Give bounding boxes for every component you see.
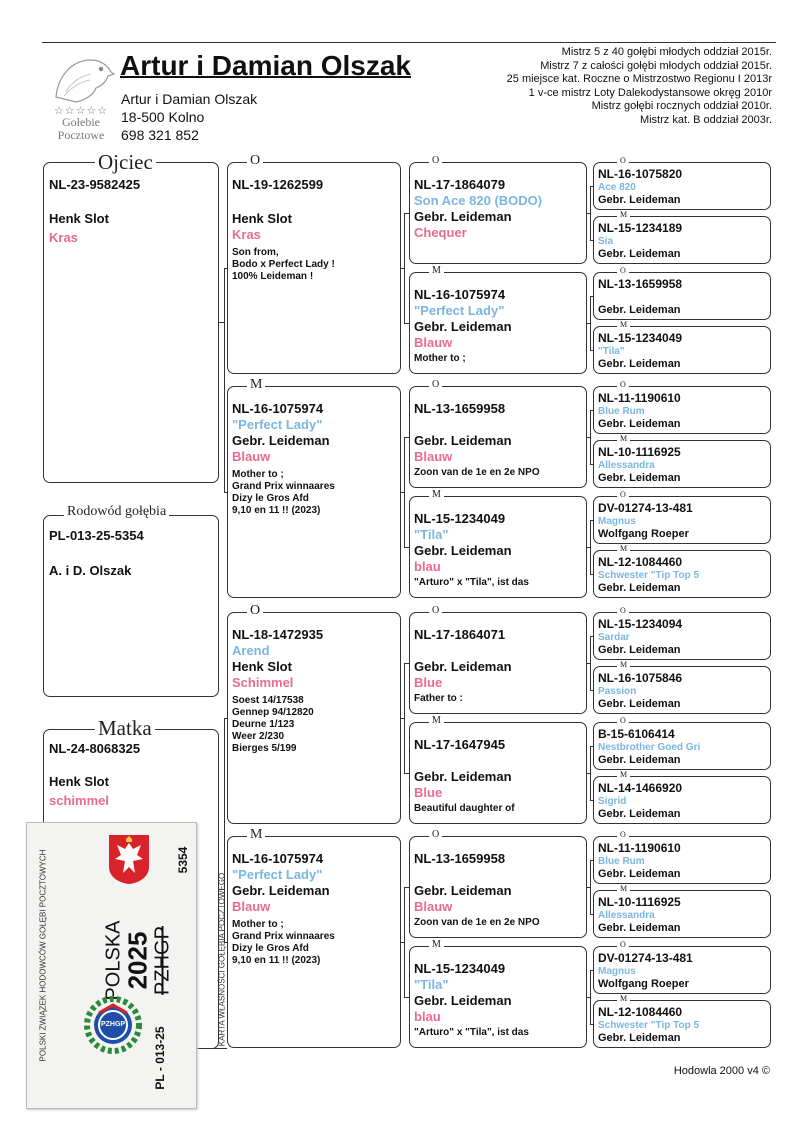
gen3-sex-label: O	[429, 380, 442, 390]
gen2-color: Kras	[232, 227, 261, 242]
gen2-breeder: Gebr. Leideman	[232, 883, 330, 898]
connector-line	[590, 746, 591, 800]
connector-line	[590, 800, 593, 801]
gen2-note: Mother to ;	[232, 469, 284, 480]
gen4-sex-label: O	[617, 607, 629, 615]
gen3-card[interactable]	[409, 386, 587, 488]
subject-breeder: A. i D. Olszak	[49, 563, 132, 578]
gen4-card[interactable]	[593, 836, 771, 884]
gen4-card[interactable]	[593, 272, 771, 320]
gen2-ring: NL-19-1262599	[232, 177, 324, 192]
gen2-note: Son from,	[232, 247, 279, 258]
gen4-name: "Tila"	[598, 346, 625, 357]
gen4-breeder: Gebr. Leideman	[598, 754, 681, 766]
gen4-breeder: Gebr. Leideman	[598, 582, 681, 594]
card-acronym: PZHGP	[151, 926, 174, 995]
father-breeder: Henk Slot	[49, 211, 109, 226]
gen4-name: Schwester "Tip Top 5	[598, 1020, 700, 1031]
gen2-name: "Perfect Lady"	[232, 867, 323, 882]
connector-line	[404, 887, 409, 888]
connector-line	[590, 746, 593, 747]
father-ring: NL-23-9582425	[49, 177, 141, 192]
connector-line	[224, 492, 228, 493]
gen3-breeder: Gebr. Leideman	[414, 993, 512, 1008]
gen3-ring: NL-17-1647945	[414, 737, 506, 752]
owner-phone: 698 321 852	[121, 127, 199, 143]
gen3-note: "Arturo" x "Tila", ist das	[414, 1027, 529, 1038]
gen4-sex-label: O	[617, 491, 629, 499]
mother-color: schimmel	[49, 793, 109, 808]
gen3-name: "Perfect Lady"	[414, 303, 505, 318]
gen4-sex-label: O	[617, 831, 629, 839]
gen3-name: "Tila"	[414, 977, 449, 992]
gen2-breeder: Henk Slot	[232, 659, 292, 674]
gen4-name: Allessandra	[598, 910, 655, 921]
card-year: 2025	[122, 931, 153, 990]
owner-name: Artur i Damian Olszak	[121, 91, 258, 107]
gen4-ring: NL-12-1084460	[598, 555, 683, 569]
gen2-color: Blauw	[232, 449, 271, 464]
gen4-breeder: Gebr. Leideman	[598, 922, 681, 934]
page-title: Artur i Damian Olszak	[120, 50, 411, 81]
pigeon-head-icon	[46, 52, 116, 107]
gen4-ring: NL-16-1075820	[598, 167, 683, 181]
subject-ring: PL-013-25-5354	[49, 528, 144, 543]
gen4-breeder: Gebr. Leideman	[598, 194, 681, 206]
gen4-name: Sigrid	[598, 796, 627, 807]
connector-line	[590, 296, 593, 297]
gen3-color: Blue	[414, 785, 443, 800]
gen2-note: Weer 2/230	[232, 731, 285, 742]
gen3-note: Beautiful daughter of	[414, 803, 515, 814]
gen2-note: Gennep 94/12820	[232, 707, 314, 718]
owner-address: 18-500 Kolno	[121, 109, 205, 125]
gen4-card[interactable]	[593, 326, 771, 374]
connector-line	[404, 887, 405, 997]
gen4-sex-label: M	[617, 211, 630, 219]
gen4-name: Passion	[598, 686, 637, 697]
achievement-item: Mistrz 5 z 40 gołębi młodych oddział 2015r.	[561, 46, 772, 58]
gen3-breeder: Gebr. Leideman	[414, 543, 512, 558]
gen2-note: 100% Leideman !	[232, 271, 314, 282]
gen4-name: Blue Rum	[598, 406, 645, 417]
gen4-name: Allessandra	[598, 460, 655, 471]
gen4-name: Sia	[598, 236, 614, 247]
gen2-note: 9,10 en 11 !! (2023)	[232, 505, 321, 516]
gen3-ring: NL-13-1659958	[414, 851, 506, 866]
gen4-breeder: Gebr. Leideman	[598, 644, 681, 656]
gen3-note: Zoon van de 1e en 2e NPO	[414, 917, 540, 928]
gen4-breeder: Wolfgang Roeper	[598, 978, 689, 990]
gen4-card[interactable]	[593, 162, 771, 210]
connector-line	[590, 186, 593, 187]
gen3-color: Chequer	[414, 225, 467, 240]
gen4-name: Nestbrother Goed Gri	[598, 742, 701, 753]
connector-line	[590, 350, 593, 351]
gen4-card[interactable]	[593, 666, 771, 714]
gen4-sex-label: M	[617, 435, 630, 443]
gen4-breeder: Gebr. Leideman	[598, 248, 681, 260]
card-country: POLSKA	[102, 920, 125, 1001]
connector-line	[590, 186, 591, 240]
connector-line	[404, 997, 409, 998]
gen2-color: Schimmel	[232, 675, 294, 690]
gen2-card[interactable]	[227, 162, 401, 374]
gen4-card[interactable]	[593, 1000, 771, 1048]
gen4-sex-label: M	[617, 545, 630, 553]
achievement-item: Mistrz kat. B oddział 2003r.	[639, 113, 772, 126]
connector-line	[590, 520, 591, 574]
connector-line	[590, 636, 593, 637]
gen4-sex-label: O	[617, 157, 629, 165]
connector-line	[590, 914, 593, 915]
gen4-breeder: Gebr. Leideman	[598, 1032, 681, 1044]
gen4-ring: NL-11-1190610	[598, 391, 681, 405]
gen2-note: Grand Prix winnaares	[232, 481, 335, 492]
connector-line	[590, 410, 591, 464]
gen4-sex-label: M	[617, 321, 630, 329]
gen3-note: "Arturo" x "Tila", ist das	[414, 577, 529, 588]
gen4-card[interactable]	[593, 612, 771, 660]
gen4-ring: DV-01274-13-481	[598, 501, 693, 515]
achievement-item: 25 miejsce kat. Roczne o Mistrzostwo Regionu I 2013r	[506, 73, 772, 85]
gen3-card[interactable]	[409, 722, 587, 824]
connector-line	[224, 268, 225, 492]
mother-label: Matka	[95, 718, 155, 739]
connector-line	[590, 860, 591, 914]
gen4-sex-label: M	[617, 885, 630, 893]
connector-line	[590, 1024, 593, 1025]
gen2-sex-label: O	[247, 154, 263, 168]
gen3-card[interactable]	[409, 272, 587, 374]
connector-line	[590, 520, 593, 521]
gen4-breeder: Gebr. Leideman	[598, 868, 681, 880]
gen2-note: Dizy le Gros Afd	[232, 493, 309, 504]
gen3-breeder: Gebr. Leideman	[414, 883, 512, 898]
connector-line	[404, 547, 409, 548]
achievements-list	[460, 46, 772, 127]
gen2-color: Blauw	[232, 899, 271, 914]
gen4-ring: NL-15-1234094	[598, 617, 683, 631]
achievement-item: Mistrz 7 z całości gołębi młodych oddział 2015r.	[540, 59, 772, 72]
gen3-note: Mother to ;	[414, 353, 466, 364]
gen3-color: Blauw	[414, 335, 453, 350]
gen3-sex-label: M	[429, 266, 444, 276]
connector-line	[590, 574, 593, 575]
gen2-ring: NL-16-1075974	[232, 401, 324, 416]
gen4-card[interactable]	[593, 722, 771, 770]
gen4-breeder: Gebr. Leideman	[598, 304, 681, 316]
gen4-card[interactable]	[593, 386, 771, 434]
gen3-ring: NL-17-1864079	[414, 177, 506, 192]
connector-line	[590, 690, 593, 691]
card-association: POLSKI ZWIĄZEK HODOWCÓW GOŁĘBI POCZTOWYCH	[38, 849, 48, 1062]
gen4-ring: NL-13-1659958	[598, 277, 683, 291]
achievement-item: 1 v-ce mistrz Loty Dalekodystansowe okręg 2010r	[528, 86, 772, 99]
gen4-card[interactable]	[593, 440, 771, 488]
gen4-breeder: Gebr. Leideman	[598, 472, 681, 484]
connector-line	[404, 663, 405, 773]
gen3-ring: NL-17-1864071	[414, 627, 506, 642]
gen2-note: 9,10 en 11 !! (2023)	[232, 955, 321, 966]
mother-ring: NL-24-8068325	[49, 741, 141, 756]
logo-stars: ☆☆☆☆☆	[53, 105, 109, 117]
gen2-note: Deurne 1/123	[232, 719, 295, 730]
connector-line	[404, 213, 409, 214]
gen4-sex-label: M	[617, 995, 630, 1003]
gen2-card[interactable]	[227, 836, 401, 1048]
gen4-ring: NL-10-1116925	[598, 445, 681, 459]
gen2-note: Soest 14/17538	[232, 695, 304, 706]
gen4-sex-label: O	[617, 381, 629, 389]
card-logo-text: PZHGP	[100, 1021, 126, 1028]
gen2-note: Bierges 5/199	[232, 743, 297, 754]
gen3-breeder: Gebr. Leideman	[414, 319, 512, 334]
gen4-sex-label: O	[617, 941, 629, 949]
gen3-card[interactable]	[409, 946, 587, 1048]
header-logo	[44, 52, 118, 140]
connector-line	[224, 718, 228, 719]
connector-line	[404, 773, 409, 774]
gen4-ring: B-15-6106414	[598, 727, 675, 741]
pedigree-label: Rodowód gołębia	[64, 505, 169, 519]
gen3-name: "Tila"	[414, 527, 449, 542]
gen4-breeder: Gebr. Leideman	[598, 358, 681, 370]
gen4-card[interactable]	[593, 776, 771, 824]
gen3-breeder: Gebr. Leideman	[414, 209, 512, 224]
gen2-sex-label: M	[247, 378, 265, 392]
gen3-card[interactable]	[409, 162, 587, 264]
gen3-name: Son Ace 820 (BODO)	[414, 193, 543, 208]
gen3-note: Father to :	[414, 693, 463, 704]
gen4-ring: NL-15-1234189	[598, 221, 683, 235]
connector-line	[404, 437, 409, 438]
gen3-color: Blue	[414, 675, 443, 690]
gen3-breeder: Gebr. Leideman	[414, 769, 512, 784]
gen2-name: Arend	[232, 643, 270, 658]
connector-line	[404, 437, 405, 547]
gen4-name: Schwester "Tip Top 5	[598, 570, 700, 581]
gen4-card[interactable]	[593, 496, 771, 544]
gen4-sex-label: O	[617, 267, 629, 275]
gen4-ring: NL-12-1084460	[598, 1005, 683, 1019]
gen2-note: Bodo x Perfect Lady !	[232, 259, 335, 270]
gen3-color: blau	[414, 559, 441, 574]
connector-line	[590, 860, 593, 861]
gen3-color: blau	[414, 1009, 441, 1024]
gen3-sex-label: M	[429, 490, 444, 500]
connector-line	[590, 464, 593, 465]
footer-credit: Hodowla 2000 v4 ©	[673, 1065, 770, 1077]
connector-line	[590, 240, 593, 241]
gen4-name: Ace 820	[598, 182, 636, 193]
gen2-note: Grand Prix winnaares	[232, 931, 335, 942]
ownership-card	[26, 822, 227, 1109]
card-ring-number: 5354	[176, 846, 190, 874]
card-ring-prefix: PL - 013-25	[153, 1026, 167, 1090]
gen4-breeder: Gebr. Leideman	[598, 418, 681, 430]
gen2-sex-label: O	[247, 604, 263, 618]
gen4-breeder: Gebr. Leideman	[598, 698, 681, 710]
gen3-sex-label: O	[429, 606, 442, 616]
father-color: Kras	[49, 230, 78, 245]
gen3-ring: NL-15-1234049	[414, 961, 506, 976]
gen3-ring: NL-15-1234049	[414, 511, 506, 526]
gen4-name: Sardar	[598, 632, 630, 643]
gen3-ring: NL-16-1075974	[414, 287, 506, 302]
connector-line	[590, 296, 591, 350]
gen4-breeder: Wolfgang Roeper	[598, 528, 689, 540]
gen4-sex-label: M	[617, 661, 630, 669]
father-card[interactable]	[43, 162, 219, 483]
achievement-item: Mistrz gołębi rocznych oddział 2010r.	[591, 100, 772, 112]
gen4-ring: DV-01274-13-481	[598, 951, 693, 965]
connector-line	[590, 636, 591, 690]
gen2-sex-label: M	[247, 828, 265, 842]
gen3-sex-label: O	[429, 156, 442, 166]
father-label: Ojciec	[95, 152, 156, 173]
gen3-sex-label: M	[429, 716, 444, 726]
gen2-note: Dizy le Gros Afd	[232, 943, 309, 954]
gen4-breeder: Gebr. Leideman	[598, 808, 681, 820]
gen2-note: Mother to ;	[232, 919, 284, 930]
gen2-breeder: Gebr. Leideman	[232, 433, 330, 448]
connector-line	[404, 663, 409, 664]
gen4-sex-label: O	[617, 717, 629, 725]
connector-line	[404, 213, 405, 323]
gen4-ring: NL-11-1190610	[598, 841, 681, 855]
connector-line	[590, 970, 591, 1024]
gen3-sex-label: M	[429, 940, 444, 950]
gen4-name: Magnus	[598, 516, 636, 527]
gen3-breeder: Gebr. Leideman	[414, 433, 512, 448]
gen4-card[interactable]	[593, 890, 771, 938]
gen4-name: Blue Rum	[598, 856, 645, 867]
gen2-ring: NL-18-1472935	[232, 627, 324, 642]
gen3-color: Blauw	[414, 899, 453, 914]
connector-line	[404, 323, 409, 324]
gen3-breeder: Gebr. Leideman	[414, 659, 512, 674]
connector-line	[590, 410, 593, 411]
gen2-ring: NL-16-1075974	[232, 851, 324, 866]
gen4-card[interactable]	[593, 550, 771, 598]
gen3-ring: NL-13-1659958	[414, 401, 506, 416]
gen2-breeder: Henk Slot	[232, 211, 292, 226]
gen3-card[interactable]	[409, 612, 587, 714]
gen3-note: Zoon van de 1e en 2e NPO	[414, 467, 540, 478]
subject-card[interactable]	[43, 515, 219, 697]
gen4-ring: NL-10-1116925	[598, 895, 681, 909]
gen2-card[interactable]	[227, 386, 401, 598]
gen3-sex-label: O	[429, 830, 442, 840]
gen4-ring: NL-16-1075846	[598, 671, 683, 685]
gen4-card[interactable]	[593, 216, 771, 264]
gen3-color: Blauw	[414, 449, 453, 464]
gen4-ring: NL-14-1466920	[598, 781, 683, 795]
gen3-card[interactable]	[409, 836, 587, 938]
gen3-card[interactable]	[409, 496, 587, 598]
gen4-ring: NL-15-1234049	[598, 331, 683, 345]
gen2-card[interactable]	[227, 612, 401, 824]
eagle-emblem-icon	[107, 833, 151, 885]
gen4-card[interactable]	[593, 946, 771, 994]
header-top-rule	[42, 42, 776, 43]
mother-breeder: Henk Slot	[49, 774, 109, 789]
connector-line	[590, 970, 593, 971]
gen4-sex-label: M	[617, 771, 630, 779]
connector-line	[224, 268, 228, 269]
card-caption: KARTA WŁASNOŚCI GOŁĘBIA POCZTOWEGO	[217, 872, 227, 1047]
logo-text: Gołebie Pocztowe	[57, 115, 105, 142]
gen4-name: Magnus	[598, 966, 636, 977]
gen2-name: "Perfect Lady"	[232, 417, 323, 432]
